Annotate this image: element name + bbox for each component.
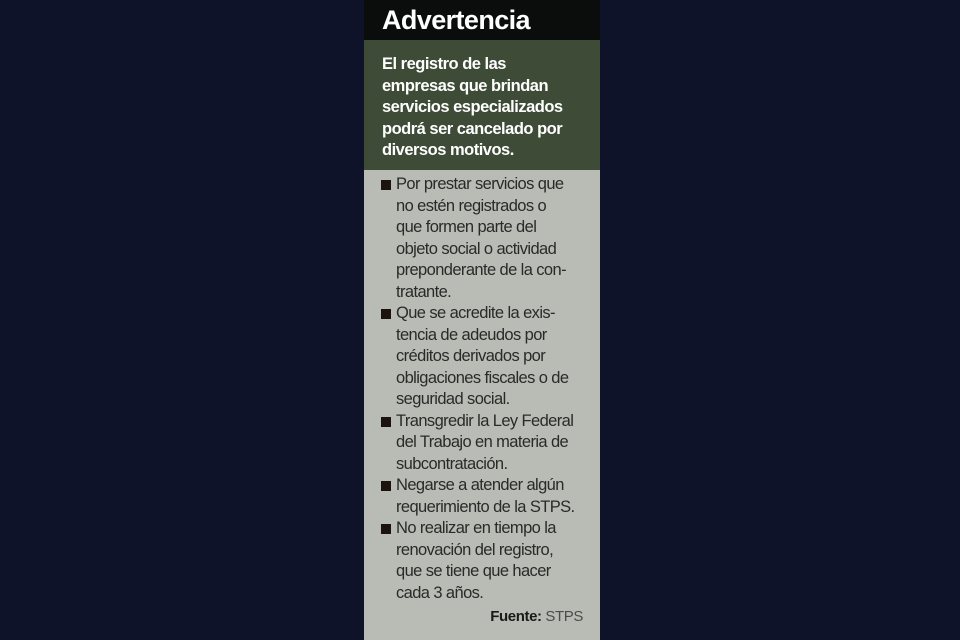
list-item-line: tencia de adeudos por: [396, 325, 547, 344]
list-item-line: preponderante de la con-: [396, 261, 566, 279]
list-item-line: renovación del registro,: [396, 540, 554, 559]
list-item: [381, 518, 600, 604]
source: [490, 608, 583, 625]
list-item-line: Por prestar servicios que: [396, 175, 564, 193]
list-item-line: que se tiene que hacer: [396, 562, 551, 580]
list-item-line: subcontratación.: [396, 454, 508, 473]
infographic-panel: [364, 0, 600, 640]
square-bullet-icon: [381, 481, 391, 491]
source-label: Fuente:: [490, 608, 542, 625]
list-item-line: cada 3 años.: [396, 583, 484, 602]
list-item-line: no estén registrados o: [396, 196, 547, 215]
list-item-line: seguridad social.: [396, 390, 510, 408]
list-item-line: objeto social o actividad: [396, 239, 557, 258]
list-item: [381, 411, 600, 476]
title: Advertencia: [364, 0, 600, 40]
list-item-line: del Trabajo en materia de: [396, 433, 569, 451]
square-bullet-icon: [381, 417, 391, 427]
list-item-line: Que se acredite la exis-: [396, 304, 555, 322]
list-item-line: No realizar en tiempo la: [396, 519, 556, 537]
square-bullet-icon: [381, 524, 391, 534]
list-item: [381, 303, 600, 411]
list-item: [381, 174, 600, 303]
source-value: STPS: [545, 608, 583, 625]
intro-line: empresas que brindan: [382, 76, 549, 95]
reasons-list: [364, 170, 600, 604]
intro-line: El registro de las: [382, 55, 506, 73]
intro-line: diversos motivos.: [382, 141, 514, 159]
list-item-line: que formen parte del: [396, 218, 537, 236]
list-item-line: tratante.: [396, 282, 452, 301]
list-item-line: obligaciones fiscales o de: [396, 368, 569, 387]
list-item-line: requerimiento de la STPS.: [396, 497, 575, 516]
list-item-line: Transgredir la Ley Federal: [396, 411, 574, 430]
list-item: [381, 475, 600, 518]
list-item-line: Negarse a atender algún: [396, 476, 564, 494]
square-bullet-icon: [381, 309, 391, 319]
square-bullet-icon: [381, 180, 391, 190]
intro-line: servicios especializados: [382, 98, 563, 116]
intro-text: [364, 40, 600, 170]
list-item-line: créditos derivados por: [396, 347, 546, 365]
intro-line: podrá ser cancelado por: [382, 119, 563, 138]
